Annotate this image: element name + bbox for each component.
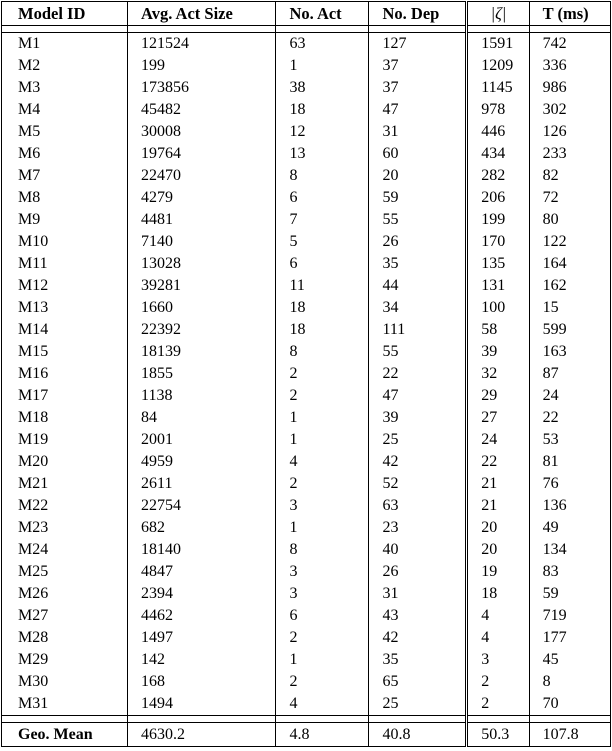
cell-zeta: 20 (467, 539, 529, 561)
cell-no-dep: 42 (369, 627, 467, 649)
cell-no-dep: 63 (369, 495, 467, 517)
cell-model-id: M5 (2, 121, 128, 143)
cell-model-id: M11 (2, 253, 128, 275)
cell-zeta: 978 (467, 99, 529, 121)
cell-zeta: 131 (467, 275, 529, 297)
cell-avg-act-size: 199 (128, 55, 276, 77)
cell-model-id: M30 (2, 671, 128, 693)
cell-time: 134 (529, 539, 610, 561)
cell-avg-act-size: 18139 (128, 341, 276, 363)
cell-time: 233 (529, 143, 610, 165)
cell-model-id: M24 (2, 539, 128, 561)
cell-no-dep: 47 (369, 99, 467, 121)
cell-zeta: 20 (467, 517, 529, 539)
cell-no-act: 8 (276, 165, 369, 187)
cell-no-act: 2 (276, 473, 369, 495)
cell-no-act: 1 (276, 407, 369, 429)
cell-no-act: 12 (276, 121, 369, 143)
cell-zeta: 29 (467, 385, 529, 407)
cell-avg-act-size: 13028 (128, 253, 276, 275)
cell-time: 45 (529, 649, 610, 671)
cell-no-act: 18 (276, 99, 369, 121)
cell-time: 15 (529, 297, 610, 319)
cell-no-act: 7 (276, 209, 369, 231)
cell-time: 742 (529, 33, 610, 56)
cell-avg-act-size: 2394 (128, 583, 276, 605)
header-model-id: Model ID (2, 2, 128, 26)
cell-no-dep: 31 (369, 583, 467, 605)
table-row (2, 693, 611, 716)
cell-zeta: 1145 (467, 77, 529, 99)
cell-zeta: 1591 (467, 33, 529, 56)
cell-avg-act-size: 4279 (128, 187, 276, 209)
cell-model-id: M31 (2, 693, 128, 716)
table-row (2, 33, 611, 56)
cell-no-act: 4 (276, 451, 369, 473)
cell-zeta: 21 (467, 495, 529, 517)
cell-avg-act-size: 682 (128, 517, 276, 539)
table-row (2, 253, 611, 275)
table-row (2, 583, 611, 605)
cell-time: 162 (529, 275, 610, 297)
cell-avg-act-size: 173856 (128, 77, 276, 99)
cell-time: 177 (529, 627, 610, 649)
table-row (2, 297, 611, 319)
header-avg-act-size: Avg. Act Size (128, 2, 276, 26)
cell-no-act: 2 (276, 363, 369, 385)
cell-no-dep: 26 (369, 231, 467, 253)
cell-time: 59 (529, 583, 610, 605)
footer-avg-act-size: 4630.2 (128, 723, 276, 747)
cell-no-act: 38 (276, 77, 369, 99)
cell-zeta: 4 (467, 627, 529, 649)
cell-no-dep: 25 (369, 693, 467, 716)
cell-time: 24 (529, 385, 610, 407)
cell-zeta: 2 (467, 693, 529, 716)
footer-label: Geo. Mean (2, 723, 128, 747)
cell-zeta: 4 (467, 605, 529, 627)
table-row (2, 55, 611, 77)
cell-no-dep: 42 (369, 451, 467, 473)
table-row (2, 385, 611, 407)
cell-time: 163 (529, 341, 610, 363)
table-row (2, 77, 611, 99)
cell-model-id: M8 (2, 187, 128, 209)
cell-model-id: M20 (2, 451, 128, 473)
header-zeta: |ζ| (467, 2, 529, 26)
cell-model-id: M26 (2, 583, 128, 605)
results-table (1, 1, 611, 747)
cell-avg-act-size: 1494 (128, 693, 276, 716)
cell-model-id: M4 (2, 99, 128, 121)
cell-no-act: 18 (276, 297, 369, 319)
cell-no-dep: 26 (369, 561, 467, 583)
cell-time: 719 (529, 605, 610, 627)
cell-time: 72 (529, 187, 610, 209)
cell-time: 83 (529, 561, 610, 583)
cell-no-act: 1 (276, 429, 369, 451)
footer-row (2, 723, 611, 747)
cell-no-dep: 44 (369, 275, 467, 297)
table-row (2, 231, 611, 253)
cell-avg-act-size: 1660 (128, 297, 276, 319)
footer-zeta: 50.3 (467, 723, 529, 747)
cell-avg-act-size: 4462 (128, 605, 276, 627)
cell-avg-act-size: 18140 (128, 539, 276, 561)
cell-no-act: 2 (276, 627, 369, 649)
table-row (2, 187, 611, 209)
table-row (2, 539, 611, 561)
footer-spacer (2, 716, 611, 723)
cell-model-id: M17 (2, 385, 128, 407)
cell-zeta: 58 (467, 319, 529, 341)
cell-no-act: 2 (276, 671, 369, 693)
cell-no-dep: 59 (369, 187, 467, 209)
cell-zeta: 199 (467, 209, 529, 231)
cell-no-dep: 55 (369, 341, 467, 363)
cell-avg-act-size: 1497 (128, 627, 276, 649)
cell-zeta: 19 (467, 561, 529, 583)
cell-zeta: 27 (467, 407, 529, 429)
cell-no-dep: 25 (369, 429, 467, 451)
table-row (2, 605, 611, 627)
cell-model-id: M14 (2, 319, 128, 341)
cell-no-dep: 127 (369, 33, 467, 56)
cell-avg-act-size: 22392 (128, 319, 276, 341)
cell-model-id: M22 (2, 495, 128, 517)
cell-avg-act-size: 4847 (128, 561, 276, 583)
cell-zeta: 24 (467, 429, 529, 451)
cell-zeta: 1209 (467, 55, 529, 77)
cell-zeta: 21 (467, 473, 529, 495)
cell-avg-act-size: 121524 (128, 33, 276, 56)
cell-no-dep: 52 (369, 473, 467, 495)
cell-no-act: 2 (276, 385, 369, 407)
cell-model-id: M15 (2, 341, 128, 363)
table-row (2, 363, 611, 385)
cell-time: 70 (529, 693, 610, 716)
cell-no-dep: 37 (369, 77, 467, 99)
cell-no-dep: 111 (369, 319, 467, 341)
table-row (2, 495, 611, 517)
cell-zeta: 39 (467, 341, 529, 363)
footer-time: 107.8 (529, 723, 610, 747)
cell-no-act: 3 (276, 561, 369, 583)
cell-zeta: 446 (467, 121, 529, 143)
cell-time: 53 (529, 429, 610, 451)
cell-avg-act-size: 22470 (128, 165, 276, 187)
cell-time: 81 (529, 451, 610, 473)
table-row (2, 319, 611, 341)
cell-model-id: M10 (2, 231, 128, 253)
cell-time: 82 (529, 165, 610, 187)
cell-time: 122 (529, 231, 610, 253)
table-row (2, 99, 611, 121)
cell-zeta: 434 (467, 143, 529, 165)
cell-no-dep: 31 (369, 121, 467, 143)
cell-avg-act-size: 7140 (128, 231, 276, 253)
cell-avg-act-size: 30008 (128, 121, 276, 143)
cell-time: 49 (529, 517, 610, 539)
cell-zeta: 22 (467, 451, 529, 473)
cell-zeta: 3 (467, 649, 529, 671)
cell-no-act: 5 (276, 231, 369, 253)
cell-no-act: 1 (276, 649, 369, 671)
table-row (2, 341, 611, 363)
cell-model-id: M18 (2, 407, 128, 429)
cell-no-act: 8 (276, 341, 369, 363)
cell-zeta: 170 (467, 231, 529, 253)
cell-model-id: M25 (2, 561, 128, 583)
table-row (2, 275, 611, 297)
table-row (2, 121, 611, 143)
cell-time: 126 (529, 121, 610, 143)
cell-no-dep: 43 (369, 605, 467, 627)
cell-avg-act-size: 2001 (128, 429, 276, 451)
cell-model-id: M2 (2, 55, 128, 77)
cell-avg-act-size: 4481 (128, 209, 276, 231)
cell-no-act: 6 (276, 605, 369, 627)
cell-model-id: M23 (2, 517, 128, 539)
header-spacer (2, 26, 611, 33)
cell-zeta: 135 (467, 253, 529, 275)
footer-no-act: 4.8 (276, 723, 369, 747)
table-row (2, 671, 611, 693)
table-row (2, 209, 611, 231)
cell-time: 599 (529, 319, 610, 341)
table-row (2, 451, 611, 473)
cell-time: 986 (529, 77, 610, 99)
cell-no-dep: 39 (369, 407, 467, 429)
cell-time: 164 (529, 253, 610, 275)
cell-no-dep: 35 (369, 253, 467, 275)
cell-no-act: 63 (276, 33, 369, 56)
cell-avg-act-size: 1855 (128, 363, 276, 385)
cell-no-dep: 65 (369, 671, 467, 693)
cell-no-dep: 60 (369, 143, 467, 165)
cell-time: 336 (529, 55, 610, 77)
cell-no-act: 13 (276, 143, 369, 165)
cell-model-id: M19 (2, 429, 128, 451)
cell-no-act: 8 (276, 539, 369, 561)
cell-no-dep: 37 (369, 55, 467, 77)
cell-model-id: M1 (2, 33, 128, 56)
cell-zeta: 282 (467, 165, 529, 187)
cell-model-id: M9 (2, 209, 128, 231)
header-no-act: No. Act (276, 2, 369, 26)
cell-model-id: M16 (2, 363, 128, 385)
cell-no-dep: 55 (369, 209, 467, 231)
cell-avg-act-size: 4959 (128, 451, 276, 473)
header-row (2, 2, 611, 26)
cell-zeta: 18 (467, 583, 529, 605)
cell-no-dep: 40 (369, 539, 467, 561)
cell-avg-act-size: 2611 (128, 473, 276, 495)
cell-time: 302 (529, 99, 610, 121)
cell-time: 76 (529, 473, 610, 495)
cell-zeta: 206 (467, 187, 529, 209)
table-row (2, 165, 611, 187)
cell-no-act: 4 (276, 693, 369, 716)
cell-no-dep: 35 (369, 649, 467, 671)
cell-model-id: M13 (2, 297, 128, 319)
cell-time: 87 (529, 363, 610, 385)
cell-avg-act-size: 142 (128, 649, 276, 671)
table-row (2, 561, 611, 583)
cell-avg-act-size: 19764 (128, 143, 276, 165)
cell-no-act: 1 (276, 55, 369, 77)
cell-no-dep: 20 (369, 165, 467, 187)
table-body (2, 26, 611, 716)
cell-model-id: M7 (2, 165, 128, 187)
cell-avg-act-size: 45482 (128, 99, 276, 121)
cell-model-id: M12 (2, 275, 128, 297)
footer-no-dep: 40.8 (369, 723, 467, 747)
cell-no-dep: 23 (369, 517, 467, 539)
table-row (2, 649, 611, 671)
table-row (2, 143, 611, 165)
table-row (2, 407, 611, 429)
cell-model-id: M29 (2, 649, 128, 671)
cell-time: 80 (529, 209, 610, 231)
cell-avg-act-size: 1138 (128, 385, 276, 407)
cell-avg-act-size: 39281 (128, 275, 276, 297)
header-no-dep: No. Dep (369, 2, 467, 26)
table-row (2, 429, 611, 451)
cell-no-act: 3 (276, 583, 369, 605)
cell-model-id: M6 (2, 143, 128, 165)
cell-model-id: M27 (2, 605, 128, 627)
cell-zeta: 100 (467, 297, 529, 319)
cell-model-id: M3 (2, 77, 128, 99)
cell-no-act: 18 (276, 319, 369, 341)
cell-no-dep: 34 (369, 297, 467, 319)
cell-zeta: 32 (467, 363, 529, 385)
cell-no-act: 11 (276, 275, 369, 297)
cell-no-dep: 22 (369, 363, 467, 385)
cell-avg-act-size: 22754 (128, 495, 276, 517)
header-time: T (ms) (529, 2, 610, 26)
cell-time: 22 (529, 407, 610, 429)
cell-model-id: M28 (2, 627, 128, 649)
cell-no-act: 6 (276, 187, 369, 209)
cell-avg-act-size: 84 (128, 407, 276, 429)
cell-no-act: 1 (276, 517, 369, 539)
cell-zeta: 2 (467, 671, 529, 693)
cell-no-act: 6 (276, 253, 369, 275)
table-row (2, 517, 611, 539)
cell-avg-act-size: 168 (128, 671, 276, 693)
cell-time: 136 (529, 495, 610, 517)
cell-no-act: 3 (276, 495, 369, 517)
cell-no-dep: 47 (369, 385, 467, 407)
cell-model-id: M21 (2, 473, 128, 495)
table-row (2, 473, 611, 495)
table-row (2, 627, 611, 649)
cell-time: 8 (529, 671, 610, 693)
